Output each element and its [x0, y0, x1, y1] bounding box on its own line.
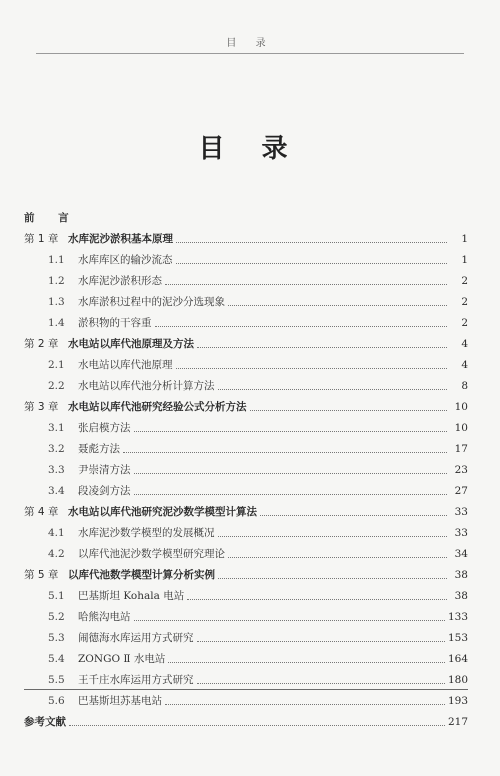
toc-entry-title: 闹德海水库运用方式研究	[78, 632, 194, 644]
toc-leader-dots	[134, 473, 448, 474]
toc-entry-page: 17	[454, 443, 468, 455]
toc-entry	[24, 603, 468, 624]
toc-entry	[24, 435, 468, 456]
toc-leader-dots	[176, 263, 448, 264]
toc-entry-number: 第 2 章	[24, 338, 59, 350]
toc-entry-number: 5.4	[48, 653, 65, 665]
toc-entry-page: 1	[461, 233, 468, 245]
toc-entry-title: 巴基斯坦 Kohala 电站	[78, 590, 185, 602]
toc-entry-title: 水电站以库代池研究泥沙数学模型计算法	[68, 506, 257, 518]
toc-entry-page: 2	[461, 317, 468, 329]
toc-leader-dots	[187, 599, 447, 600]
toc-entry-page: 180	[447, 674, 468, 686]
toc-entry	[24, 477, 468, 498]
toc-entry-page: 10	[454, 422, 468, 434]
toc-entry	[24, 498, 468, 519]
table-of-contents	[24, 204, 468, 729]
toc-entry-title: 张启模方法	[78, 422, 131, 434]
toc-entry-number: 5.1	[48, 590, 65, 602]
toc-entry-page: 153	[447, 632, 468, 644]
toc-leader-dots	[218, 389, 448, 390]
toc-leader-dots	[155, 326, 448, 327]
toc-entry-page: 164	[447, 653, 468, 665]
toc-entry-title: ZONGO Ⅱ 水电站	[78, 653, 166, 665]
running-head: 目 录	[226, 38, 274, 49]
toc-entry-page: 133	[447, 611, 468, 623]
toc-entry	[24, 246, 468, 267]
toc-entry-page: 27	[454, 485, 468, 497]
toc-entry	[24, 225, 468, 246]
toc-entry-number: 2.2	[48, 380, 65, 392]
toc-leader-dots	[250, 410, 448, 411]
toc-entry-page: 10	[454, 401, 468, 413]
toc-entry-page: 34	[454, 548, 468, 560]
toc-entry-number: 第 3 章	[24, 401, 59, 413]
toc-entry-title: 水库淤积过程中的泥沙分选现象	[78, 296, 225, 308]
toc-entry-page: 38	[454, 590, 468, 602]
toc-entry-page: 8	[461, 380, 468, 392]
toc-entry	[24, 666, 468, 687]
toc-entry	[24, 351, 468, 372]
toc-entry-number: 3.3	[48, 464, 65, 476]
toc-entry-title: 水库泥沙数学模型的发展概况	[78, 527, 215, 539]
toc-entry-page: 1	[461, 254, 468, 266]
toc-entry-number: 第 1 章	[24, 233, 59, 245]
toc-entry-title: 王千庄水库运用方式研究	[78, 674, 194, 686]
toc-entry-title: 水库泥沙淤积基本原理	[68, 233, 173, 245]
toc-entry-title: 巴基斯坦苏基电站	[78, 695, 162, 707]
bottom-rule	[24, 689, 468, 690]
toc-entry-number: 1.3	[48, 296, 65, 308]
toc-leader-dots	[260, 515, 447, 516]
toc-entry	[24, 414, 468, 435]
toc-entry	[24, 645, 468, 666]
toc-entry-page: 2	[461, 296, 468, 308]
toc-leader-dots	[218, 578, 447, 579]
toc-entry-number: 1.1	[48, 254, 65, 266]
toc-leader-dots	[228, 557, 447, 558]
toc-entry	[24, 393, 468, 414]
toc-entry-title: 尹崇清方法	[78, 464, 131, 476]
toc-entry-page: 38	[454, 569, 468, 581]
toc-entry-number: 5.2	[48, 611, 65, 623]
toc-entry-number: 5.6	[48, 695, 65, 707]
toc-leader-dots	[134, 620, 445, 621]
toc-entry-number: 5.5	[48, 674, 65, 686]
toc-entry-title: 淤积物的干容重	[78, 317, 152, 329]
toc-entry-number: 1.4	[48, 317, 65, 329]
toc-entry-title: 聂彪方法	[78, 443, 120, 455]
toc-entry	[24, 330, 468, 351]
toc-entry-number: 3.1	[48, 422, 65, 434]
toc-entry-number: 4.1	[48, 527, 65, 539]
toc-entry	[24, 561, 468, 582]
toc-preface	[24, 204, 468, 225]
toc-leader-dots	[218, 536, 448, 537]
toc-entry-page: 2	[461, 275, 468, 287]
toc-entry-title: 以库代池数学模型计算分析实例	[68, 569, 215, 581]
toc-leader-dots	[228, 305, 447, 306]
toc-entry	[24, 309, 468, 330]
toc-entry-number: 3.2	[48, 443, 65, 455]
toc-leader-dots	[197, 683, 445, 684]
toc-leader-dots	[176, 368, 448, 369]
toc-entry-title: 水电站以库代池研究经验公式分析方法	[68, 401, 247, 413]
toc-leader-dots	[197, 347, 447, 348]
toc-entry-number: 第 5 章	[24, 569, 59, 581]
toc-leader-dots	[197, 641, 445, 642]
toc-entry-number: 第 4 章	[24, 506, 59, 518]
toc-leader-dots	[168, 662, 445, 663]
toc-entry-number: 4.2	[48, 548, 65, 560]
toc-entry-number: 5.3	[48, 632, 65, 644]
toc-entries	[24, 225, 468, 729]
toc-preface-title: 前 言	[24, 212, 79, 224]
toc-entry-title: 水电站以库代池原理及方法	[68, 338, 194, 350]
toc-entry-page: 23	[454, 464, 468, 476]
toc-entry	[24, 456, 468, 477]
toc-entry-title: 段凌剑方法	[78, 485, 131, 497]
toc-entry-number: 1.2	[48, 275, 65, 287]
toc-leader-dots	[176, 242, 447, 243]
toc-entry-page: 33	[454, 527, 468, 539]
toc-entry-page: 217	[447, 716, 468, 728]
toc-leader-dots	[165, 284, 447, 285]
toc-leader-dots	[165, 704, 445, 705]
toc-entry-title: 哈熊沟电站	[78, 611, 131, 623]
toc-entry-page: 33	[454, 506, 468, 518]
header-rule	[36, 53, 464, 54]
toc-entry-number: 2.1	[48, 359, 65, 371]
toc-entry-number: 3.4	[48, 485, 65, 497]
toc-entry-title: 以库代池泥沙数学模型研究理论	[78, 548, 225, 560]
toc-entry	[24, 519, 468, 540]
toc-entry	[24, 687, 468, 708]
toc-entry	[24, 288, 468, 309]
page-title: 目 录	[198, 134, 302, 164]
toc-entry-title: 水电站以库代池分析计算方法	[78, 380, 215, 392]
toc-leader-dots	[134, 431, 448, 432]
toc-entry-title: 参考文献	[24, 716, 66, 728]
toc-entry	[24, 582, 468, 603]
toc-entry	[24, 540, 468, 561]
toc-entry-title: 水电站以库代池原理	[78, 359, 173, 371]
toc-entry	[24, 624, 468, 645]
toc-entry-page: 193	[447, 695, 468, 707]
toc-entry	[24, 372, 468, 393]
toc-entry-page: 4	[461, 338, 468, 350]
toc-entry	[24, 708, 468, 729]
toc-leader-dots	[123, 452, 447, 453]
toc-leader-dots	[134, 494, 448, 495]
toc-leader-dots	[69, 725, 445, 726]
toc-entry-page: 4	[461, 359, 468, 371]
toc-entry	[24, 267, 468, 288]
toc-entry-title: 水库库区的输沙流态	[78, 254, 173, 266]
toc-entry-title: 水库泥沙淤积形态	[78, 275, 162, 287]
